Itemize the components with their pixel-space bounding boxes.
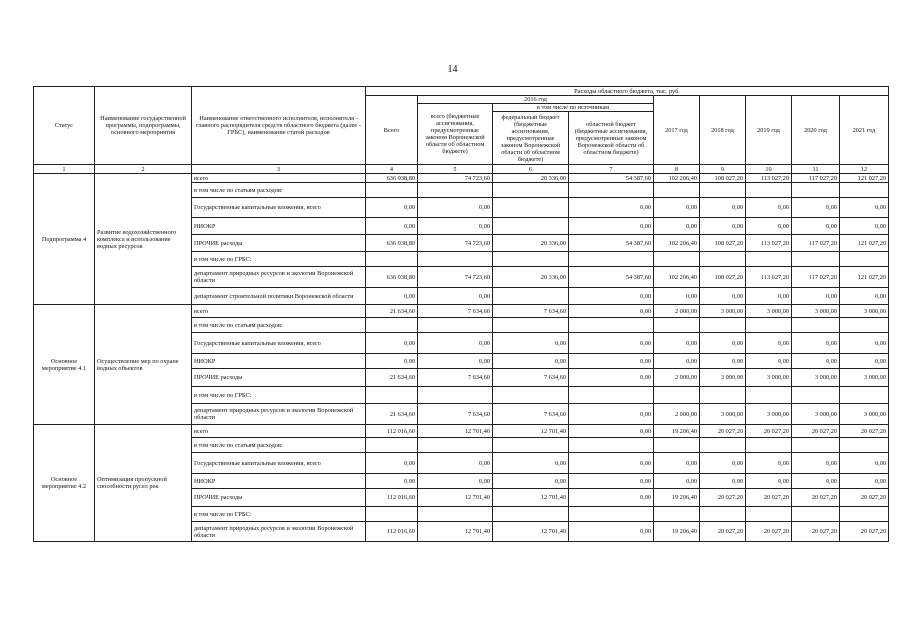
value-cell: 3 000,00 bbox=[746, 305, 792, 318]
value-cell: 0,00 bbox=[792, 333, 840, 354]
value-cell bbox=[700, 438, 746, 453]
value-cell: 3 000,00 bbox=[700, 369, 746, 387]
value-cell: 7 634,60 bbox=[493, 369, 569, 387]
row-label: всего bbox=[192, 305, 366, 318]
row-label: в том числе по статьям расходов: bbox=[192, 183, 366, 198]
value-cell: 0,00 bbox=[493, 333, 569, 354]
row-label: в том числе по ГРБС: bbox=[192, 252, 366, 267]
value-cell: 0,00 bbox=[569, 218, 654, 235]
column-number: 3 bbox=[192, 165, 366, 174]
value-cell: 0,00 bbox=[840, 218, 889, 235]
budget-table bbox=[33, 86, 889, 542]
value-cell: 108 027,20 bbox=[700, 235, 746, 252]
value-cell: 12 701,40 bbox=[418, 425, 493, 438]
value-cell: 20 027,20 bbox=[840, 522, 889, 542]
value-cell: 20 027,20 bbox=[792, 522, 840, 542]
column-number: 1 bbox=[34, 165, 95, 174]
value-cell bbox=[493, 288, 569, 305]
group-name: Осуществление мер по охране водных объектов bbox=[95, 305, 192, 425]
header-2020: 2020 год bbox=[792, 96, 840, 165]
value-cell bbox=[366, 183, 418, 198]
value-cell: 0,00 bbox=[840, 333, 889, 354]
row-label: департамент природных ресурсов и экологии Воронежской области bbox=[192, 404, 366, 425]
group-status: Основное мероприятие 4.2 bbox=[34, 425, 95, 542]
value-cell: 12 701,40 bbox=[493, 489, 569, 507]
value-cell: 0,00 bbox=[569, 489, 654, 507]
row-label: НИОКР bbox=[192, 218, 366, 235]
value-cell: 3 000,00 bbox=[792, 404, 840, 425]
row-label: в том числе по ГРБС: bbox=[192, 387, 366, 404]
value-cell: 113 027,20 bbox=[746, 235, 792, 252]
value-cell bbox=[746, 318, 792, 333]
value-cell: 12 701,40 bbox=[493, 522, 569, 542]
value-cell: 20 027,20 bbox=[746, 489, 792, 507]
value-cell: 0,00 bbox=[700, 354, 746, 369]
value-cell: 636 038,80 bbox=[366, 174, 418, 183]
value-cell bbox=[654, 252, 700, 267]
value-cell bbox=[493, 218, 569, 235]
value-cell: 3 000,00 bbox=[792, 369, 840, 387]
value-cell: 0,00 bbox=[569, 453, 654, 474]
group-status: Подпрограмма 4 bbox=[34, 174, 95, 305]
value-cell: 0,00 bbox=[654, 333, 700, 354]
header-regional: областной бюджет (бюджетные ассигнования, предусмотренные законом Воронежской области об областном бюджете) bbox=[569, 112, 654, 165]
page-number: 14 bbox=[447, 64, 458, 75]
value-cell bbox=[840, 252, 889, 267]
header-expenses: Расходы областного бюджета, тыс. руб. bbox=[366, 87, 889, 96]
value-cell: 0,00 bbox=[569, 305, 654, 318]
value-cell: 74 723,60 bbox=[418, 174, 493, 183]
value-cell: 108 027,20 bbox=[700, 174, 746, 183]
value-cell: 102 206,40 bbox=[654, 174, 700, 183]
value-cell: 0,00 bbox=[746, 198, 792, 218]
value-cell: 0,00 bbox=[840, 198, 889, 218]
group-status: Основное мероприятие 4.1 bbox=[34, 305, 95, 425]
value-cell: 0,00 bbox=[700, 198, 746, 218]
value-cell: 20 336,00 bbox=[493, 174, 569, 183]
column-number: 9 bbox=[700, 165, 746, 174]
value-cell: 3 000,00 bbox=[700, 404, 746, 425]
value-cell bbox=[792, 387, 840, 404]
value-cell bbox=[493, 318, 569, 333]
value-cell: 2 000,00 bbox=[654, 404, 700, 425]
header-all-budget: всего (бюджетные ассигнования, предусмотренные законом Воронежской области об областном бюджете) bbox=[418, 104, 493, 165]
value-cell: 0,00 bbox=[418, 333, 493, 354]
value-cell: 117 027,20 bbox=[792, 235, 840, 252]
column-number: 8 bbox=[654, 165, 700, 174]
value-cell: 2 000,00 bbox=[654, 369, 700, 387]
value-cell: 3 000,00 bbox=[840, 305, 889, 318]
header-status: Статус bbox=[34, 87, 95, 165]
table-row bbox=[34, 174, 889, 183]
column-number: 6 bbox=[493, 165, 569, 174]
value-cell bbox=[792, 252, 840, 267]
value-cell: 0,00 bbox=[700, 474, 746, 489]
header-total: Всего bbox=[366, 96, 418, 165]
row-label: департамент природных ресурсов и экологии Воронежской области bbox=[192, 522, 366, 542]
column-number: 7 bbox=[569, 165, 654, 174]
value-cell: 3 000,00 bbox=[840, 404, 889, 425]
value-cell: 12 701,40 bbox=[493, 425, 569, 438]
value-cell bbox=[569, 252, 654, 267]
value-cell: 20 336,00 bbox=[493, 267, 569, 288]
value-cell: 0,00 bbox=[654, 453, 700, 474]
value-cell: 0,00 bbox=[746, 354, 792, 369]
header-executor-name: Наименование ответственного исполнителя, исполнителя - главного распорядителя средств областного бюджета (далее - ГРБС), наименование статей расходов bbox=[192, 87, 366, 165]
value-cell bbox=[746, 438, 792, 453]
value-cell: 108 027,20 bbox=[700, 267, 746, 288]
value-cell bbox=[654, 318, 700, 333]
row-label: Государственные капитальные вложения, всего bbox=[192, 453, 366, 474]
value-cell bbox=[366, 438, 418, 453]
value-cell: 0,00 bbox=[493, 474, 569, 489]
value-cell: 0,00 bbox=[569, 474, 654, 489]
value-cell bbox=[493, 183, 569, 198]
value-cell: 112 016,60 bbox=[366, 425, 418, 438]
value-cell: 0,00 bbox=[366, 333, 418, 354]
value-cell bbox=[418, 507, 493, 522]
value-cell: 0,00 bbox=[792, 288, 840, 305]
value-cell: 0,00 bbox=[418, 198, 493, 218]
value-cell bbox=[493, 507, 569, 522]
value-cell: 0,00 bbox=[366, 288, 418, 305]
value-cell bbox=[654, 438, 700, 453]
column-number: 4 bbox=[366, 165, 418, 174]
row-label: Государственные капитальные вложения, всего bbox=[192, 198, 366, 218]
header-2017: 2017 год bbox=[654, 96, 700, 165]
value-cell: 102 206,40 bbox=[654, 235, 700, 252]
value-cell: 0,00 bbox=[569, 198, 654, 218]
value-cell: 20 336,00 bbox=[493, 235, 569, 252]
column-number: 11 bbox=[792, 165, 840, 174]
value-cell bbox=[792, 507, 840, 522]
value-cell: 54 387,60 bbox=[569, 235, 654, 252]
value-cell: 12 701,40 bbox=[418, 489, 493, 507]
value-cell: 2 000,00 bbox=[654, 305, 700, 318]
value-cell: 20 027,20 bbox=[792, 425, 840, 438]
value-cell bbox=[654, 183, 700, 198]
value-cell bbox=[700, 507, 746, 522]
row-label: НИОКР bbox=[192, 354, 366, 369]
value-cell: 3 000,00 bbox=[792, 305, 840, 318]
value-cell: 0,00 bbox=[654, 354, 700, 369]
value-cell: 20 027,20 bbox=[840, 425, 889, 438]
header-program-name: Наименование государственной программы, подпрограммы, основного мероприятия bbox=[95, 87, 192, 165]
value-cell: 19 206,40 bbox=[654, 425, 700, 438]
value-cell: 112 016,60 bbox=[366, 522, 418, 542]
value-cell: 0,00 bbox=[792, 354, 840, 369]
value-cell bbox=[418, 252, 493, 267]
header-year-2016: 2016 год bbox=[418, 96, 654, 104]
value-cell bbox=[569, 507, 654, 522]
value-cell bbox=[366, 318, 418, 333]
value-cell bbox=[746, 183, 792, 198]
value-cell: 21 634,60 bbox=[366, 404, 418, 425]
row-label: департамент природных ресурсов и экологии Воронежской области bbox=[192, 267, 366, 288]
value-cell bbox=[493, 438, 569, 453]
value-cell: 0,00 bbox=[654, 218, 700, 235]
value-cell: 121 027,20 bbox=[840, 174, 889, 183]
value-cell: 0,00 bbox=[366, 354, 418, 369]
row-label: ПРОЧИЕ расходы bbox=[192, 235, 366, 252]
row-label: в том числе по статьям расходов: bbox=[192, 438, 366, 453]
value-cell: 0,00 bbox=[840, 354, 889, 369]
value-cell: 0,00 bbox=[792, 218, 840, 235]
column-number-row bbox=[34, 165, 889, 174]
value-cell bbox=[366, 387, 418, 404]
value-cell bbox=[569, 318, 654, 333]
column-number: 12 bbox=[840, 165, 889, 174]
value-cell bbox=[840, 183, 889, 198]
value-cell bbox=[418, 183, 493, 198]
value-cell: 21 634,60 bbox=[366, 369, 418, 387]
value-cell: 0,00 bbox=[418, 288, 493, 305]
value-cell: 0,00 bbox=[700, 288, 746, 305]
value-cell: 0,00 bbox=[569, 425, 654, 438]
value-cell: 0,00 bbox=[418, 474, 493, 489]
value-cell: 20 027,20 bbox=[792, 489, 840, 507]
value-cell bbox=[840, 387, 889, 404]
value-cell: 0,00 bbox=[700, 218, 746, 235]
value-cell bbox=[418, 438, 493, 453]
value-cell bbox=[654, 387, 700, 404]
value-cell bbox=[840, 318, 889, 333]
table-row bbox=[34, 305, 889, 318]
value-cell: 7 634,60 bbox=[418, 404, 493, 425]
value-cell: 0,00 bbox=[746, 474, 792, 489]
row-label: всего bbox=[192, 174, 366, 183]
value-cell: 0,00 bbox=[840, 453, 889, 474]
column-number: 2 bbox=[95, 165, 192, 174]
value-cell: 20 027,20 bbox=[700, 522, 746, 542]
row-label: всего bbox=[192, 425, 366, 438]
value-cell bbox=[700, 387, 746, 404]
column-number: 10 bbox=[746, 165, 792, 174]
value-cell: 0,00 bbox=[654, 198, 700, 218]
value-cell bbox=[366, 252, 418, 267]
value-cell: 54 387,60 bbox=[569, 267, 654, 288]
value-cell: 0,00 bbox=[569, 369, 654, 387]
value-cell: 121 027,20 bbox=[840, 267, 889, 288]
value-cell: 0,00 bbox=[700, 453, 746, 474]
row-label: НИОКР bbox=[192, 474, 366, 489]
value-cell: 0,00 bbox=[418, 354, 493, 369]
value-cell: 121 027,20 bbox=[840, 235, 889, 252]
value-cell: 54 387,60 bbox=[569, 174, 654, 183]
table-body bbox=[34, 174, 889, 542]
value-cell: 7 634,60 bbox=[493, 305, 569, 318]
value-cell bbox=[493, 387, 569, 404]
value-cell bbox=[700, 318, 746, 333]
value-cell: 113 027,20 bbox=[746, 267, 792, 288]
value-cell: 74 723,60 bbox=[418, 267, 493, 288]
value-cell bbox=[700, 183, 746, 198]
value-cell bbox=[493, 252, 569, 267]
value-cell: 7 634,60 bbox=[418, 369, 493, 387]
value-cell: 0,00 bbox=[569, 288, 654, 305]
row-label: в том числе по статьям расходов: bbox=[192, 318, 366, 333]
value-cell: 0,00 bbox=[792, 453, 840, 474]
value-cell: 7 634,60 bbox=[418, 305, 493, 318]
value-cell: 0,00 bbox=[366, 218, 418, 235]
header-2019: 2019 год bbox=[746, 96, 792, 165]
value-cell bbox=[840, 507, 889, 522]
value-cell bbox=[366, 507, 418, 522]
table-row bbox=[34, 425, 889, 438]
row-label: департамент строительной политики Воронежской области bbox=[192, 288, 366, 305]
value-cell: 102 206,40 bbox=[654, 267, 700, 288]
value-cell bbox=[746, 507, 792, 522]
value-cell bbox=[418, 318, 493, 333]
value-cell: 636 038,80 bbox=[366, 267, 418, 288]
value-cell bbox=[569, 438, 654, 453]
value-cell bbox=[792, 183, 840, 198]
value-cell bbox=[569, 387, 654, 404]
value-cell: 0,00 bbox=[792, 474, 840, 489]
value-cell: 0,00 bbox=[366, 474, 418, 489]
value-cell bbox=[569, 183, 654, 198]
value-cell: 0,00 bbox=[746, 218, 792, 235]
value-cell bbox=[493, 198, 569, 218]
value-cell: 0,00 bbox=[569, 354, 654, 369]
value-cell: 0,00 bbox=[493, 354, 569, 369]
value-cell: 0,00 bbox=[569, 333, 654, 354]
value-cell: 0,00 bbox=[569, 522, 654, 542]
value-cell bbox=[654, 507, 700, 522]
value-cell: 19 206,40 bbox=[654, 489, 700, 507]
header-2021: 2021 год bbox=[840, 96, 889, 165]
value-cell: 0,00 bbox=[366, 198, 418, 218]
group-name: Развитие водохозяйственного комплекса и использование водных ресурсов bbox=[95, 174, 192, 305]
value-cell: 20 027,20 bbox=[700, 489, 746, 507]
group-name: Оптимизация пропускной способности русел рек bbox=[95, 425, 192, 542]
value-cell: 0,00 bbox=[418, 218, 493, 235]
value-cell bbox=[418, 387, 493, 404]
value-cell: 0,00 bbox=[366, 453, 418, 474]
value-cell: 0,00 bbox=[493, 453, 569, 474]
value-cell: 7 634,60 bbox=[493, 404, 569, 425]
value-cell: 12 701,40 bbox=[418, 522, 493, 542]
value-cell bbox=[792, 318, 840, 333]
value-cell: 0,00 bbox=[418, 453, 493, 474]
value-cell: 21 634,60 bbox=[366, 305, 418, 318]
value-cell: 112 016,60 bbox=[366, 489, 418, 507]
header-2018: 2018 год bbox=[700, 96, 746, 165]
value-cell: 3 000,00 bbox=[700, 305, 746, 318]
value-cell: 0,00 bbox=[792, 198, 840, 218]
value-cell: 117 027,20 bbox=[792, 174, 840, 183]
value-cell: 20 027,20 bbox=[746, 522, 792, 542]
value-cell: 74 723,60 bbox=[418, 235, 493, 252]
value-cell: 19 206,40 bbox=[654, 522, 700, 542]
value-cell bbox=[746, 387, 792, 404]
row-label: ПРОЧИЕ расходы bbox=[192, 489, 366, 507]
table-header bbox=[34, 87, 889, 174]
value-cell bbox=[792, 438, 840, 453]
value-cell: 0,00 bbox=[746, 333, 792, 354]
value-cell: 0,00 bbox=[654, 474, 700, 489]
value-cell: 20 027,20 bbox=[840, 489, 889, 507]
value-cell bbox=[746, 252, 792, 267]
value-cell bbox=[840, 438, 889, 453]
value-cell: 0,00 bbox=[700, 333, 746, 354]
value-cell: 113 027,20 bbox=[746, 174, 792, 183]
row-label: Государственные капитальные вложения, всего bbox=[192, 333, 366, 354]
value-cell: 0,00 bbox=[654, 288, 700, 305]
value-cell: 20 027,20 bbox=[700, 425, 746, 438]
value-cell: 636 038,80 bbox=[366, 235, 418, 252]
value-cell: 3 000,00 bbox=[746, 404, 792, 425]
row-label: ПРОЧИЕ расходы bbox=[192, 369, 366, 387]
value-cell: 3 000,00 bbox=[746, 369, 792, 387]
value-cell bbox=[700, 252, 746, 267]
header-sources: в том числе по источникам bbox=[493, 104, 654, 112]
value-cell: 0,00 bbox=[746, 453, 792, 474]
value-cell: 20 027,20 bbox=[746, 425, 792, 438]
header-federal: федеральный бюджет (бюджетные ассигнования, предусмотренные законом Воронежской области об областном бюджете) bbox=[493, 112, 569, 165]
value-cell: 3 000,00 bbox=[840, 369, 889, 387]
column-number: 5 bbox=[418, 165, 493, 174]
row-label: в том числе по ГРБС: bbox=[192, 507, 366, 522]
value-cell: 0,00 bbox=[569, 404, 654, 425]
value-cell: 0,00 bbox=[840, 474, 889, 489]
value-cell: 117 027,20 bbox=[792, 267, 840, 288]
value-cell: 0,00 bbox=[840, 288, 889, 305]
value-cell: 0,00 bbox=[746, 288, 792, 305]
